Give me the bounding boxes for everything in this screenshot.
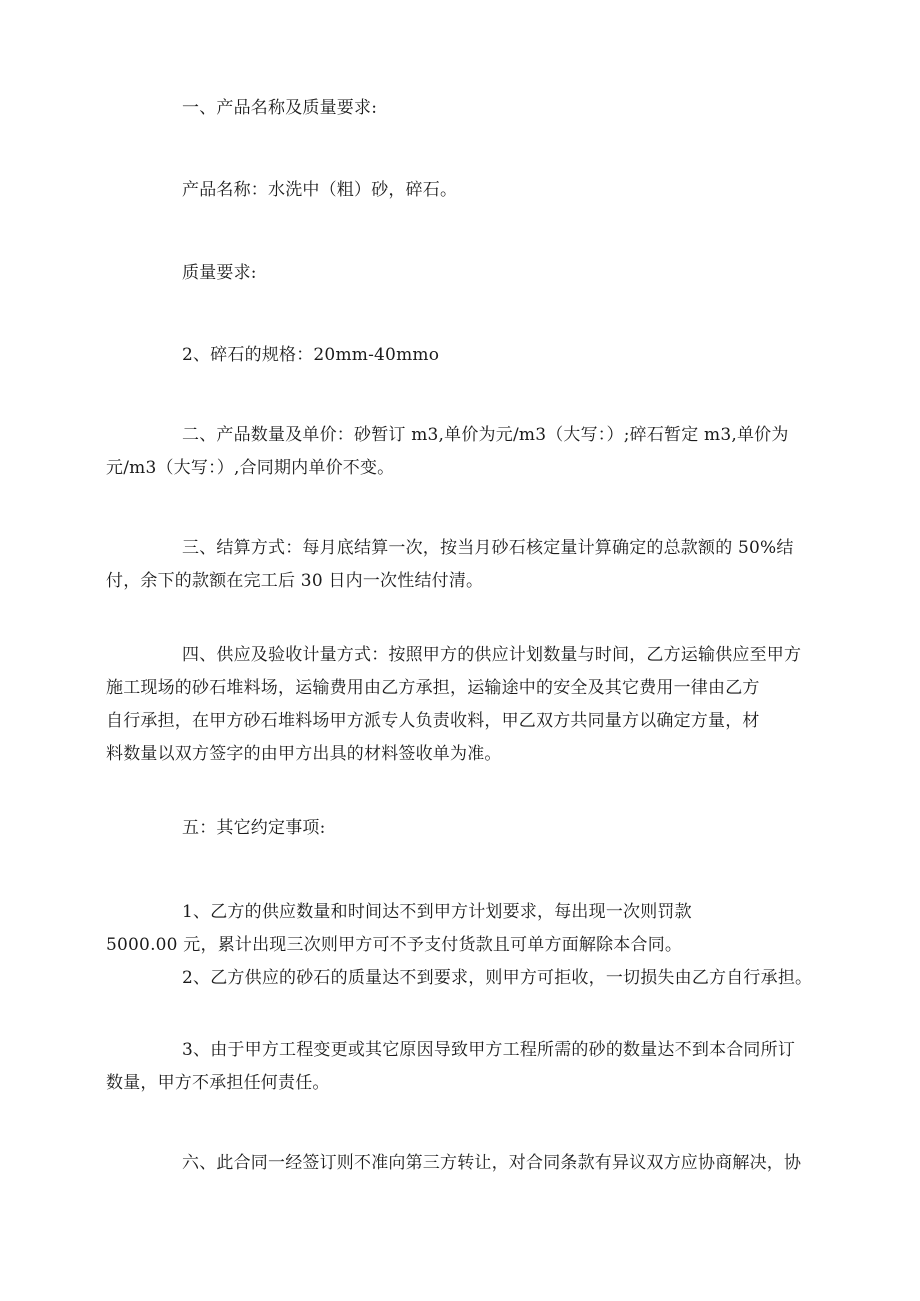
section-2-line-2: 元/m3（大写：）,合同期内单价不变。 — [106, 458, 395, 478]
section-5-item-1 — [106, 896, 836, 995]
section-4-line-3: 自行承担，在甲方砂石堆料场甲方派专人负责收料，甲乙双方共同量方以确定方量，材 — [106, 711, 760, 731]
section-2-line-1: 二、产品数量及单价：砂暂订 m3,单价为元/m3（大写：）;碎石暂定 m3,单价为 — [182, 425, 789, 445]
section-1-heading-text: 一、产品名称及质量要求: — [182, 98, 378, 118]
section-5-heading-text: 五：其它约定事项: — [182, 818, 326, 838]
spec-text: 2、碎石的规格：20mm-40mmo — [182, 345, 440, 365]
spec-paragraph — [106, 339, 836, 372]
section-4-line-4: 料数量以双方签字的由甲方出具的材料签收单为准。 — [106, 744, 502, 764]
section-5-item-3-line-1: 3、由于甲方工程变更或其它原因导致甲方工程所需的砂的数量达不到本合同所订 — [182, 1040, 796, 1060]
section-3-line-1: 三、结算方式：每月底结算一次，按当月砂石核定量计算确定的总款额的 50%结 — [182, 538, 794, 558]
section-3-line-2: 付，余下的款额在完工后 30 日内一次性结付清。 — [106, 571, 484, 591]
section-5-item-2: 2、乙方供应的砂石的质量达不到要求，则甲方可拒收，一切损失由乙方自行承担。 — [182, 968, 813, 988]
section-6-paragraph — [106, 1147, 836, 1180]
section-5-item-3-line-2: 数量，甲方不承担任何责任。 — [106, 1073, 330, 1093]
section-5-item-3 — [106, 1034, 836, 1100]
section-6-line-1: 六、此合同一经签订则不准向第三方转让，对合同条款有异议双方应协商解决，协 — [182, 1153, 802, 1173]
quality-heading-text: 质量要求: — [182, 263, 257, 283]
section-2-paragraph — [106, 419, 836, 485]
quality-heading — [106, 257, 836, 290]
section-5-heading — [106, 812, 836, 845]
section-4-paragraph — [106, 639, 836, 771]
product-name-paragraph — [106, 174, 836, 207]
section-3-paragraph — [106, 532, 836, 598]
section-1-heading — [106, 92, 836, 125]
section-4-line-2: 施工现场的砂石堆料场，运输费用由乙方承担，运输途中的安全及其它费用一律由乙方 — [106, 678, 760, 698]
section-5-item-1-line-2: 5000.00 元，累计出现三次则甲方可不予支付货款且可单方面解除本合同。 — [106, 935, 683, 955]
section-4-line-1: 四、供应及验收计量方式：按照甲方的供应计划数量与时间，乙方运输供应至甲方 — [182, 645, 802, 665]
product-name-text: 产品名称：水洗中（粗）砂，碎石。 — [182, 180, 458, 200]
section-5-item-1-line-1: 1、乙方的供应数量和时间达不到甲方计划要求，每出现一次则罚款 — [182, 902, 692, 922]
